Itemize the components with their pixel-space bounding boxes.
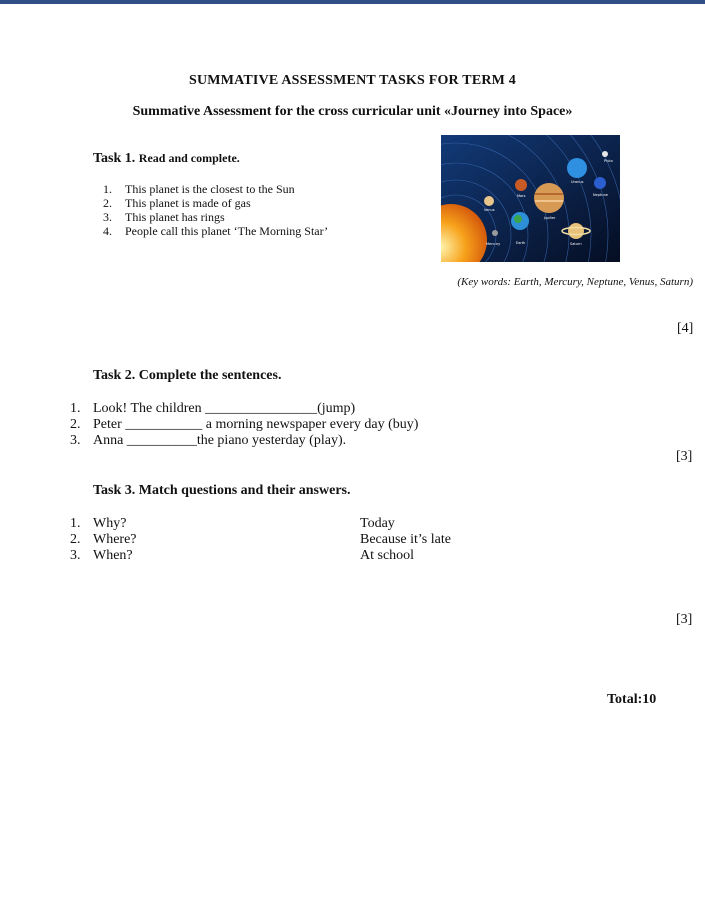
task2-mark: [3]: [676, 449, 693, 464]
venus-label: Venus: [484, 208, 495, 212]
task1-keywords: (Key words: Earth, Mercury, Neptune, Venus, Saturn): [457, 276, 693, 288]
saturn-planet: [568, 223, 584, 239]
task1-heading: [93, 151, 240, 167]
answer-text: At school: [360, 548, 415, 563]
venus-planet: [484, 196, 494, 206]
mercury-planet: [492, 230, 498, 236]
uranus-label: Uranus: [571, 180, 584, 184]
jupiter-planet: [534, 183, 564, 213]
list-item: 1. Look! The children ________________(jump): [70, 401, 356, 416]
mercury-label: Mercury: [486, 242, 501, 246]
list-item: 2. This planet is made of gas: [103, 196, 251, 210]
answer-text: Today: [360, 516, 395, 531]
list-item: 1. This planet is the closest to the Sun: [103, 182, 295, 196]
question-text: Why?: [93, 516, 127, 531]
mars-planet: [515, 179, 527, 191]
jupiter-label: Jupiter: [544, 216, 556, 220]
task2-list: [70, 401, 418, 449]
document-title: SUMMATIVE ASSESSMENT TASKS FOR TERM 4: [188, 73, 516, 88]
task1-instruction: Read and complete.: [138, 151, 240, 165]
task3-heading: Task 3. Match questions and their answers.: [93, 483, 351, 498]
mars-label: Mars: [517, 194, 526, 198]
task1-list: [103, 182, 328, 238]
pluto-label: Pluto: [604, 159, 613, 163]
earth-label: Earth: [516, 241, 526, 245]
question-text: When?: [93, 548, 133, 563]
list-item: 2. Peter ___________ a morning newspaper every day (buy): [70, 417, 419, 432]
neptune-planet: [594, 177, 606, 189]
list-item: 3. Anna __________the piano yesterday (play).: [70, 433, 347, 448]
solar-system-image: [441, 135, 620, 262]
document-subtitle: Summative Assessment for the cross curricular unit «Journey into Space»: [132, 104, 573, 119]
pluto-planet: [602, 151, 608, 157]
task3-list: [70, 516, 451, 564]
saturn-label: Saturn: [570, 242, 582, 246]
task1-label: Task 1.: [93, 151, 136, 166]
list-item: 1. Why? Today: [70, 516, 395, 531]
task1-mark: [4]: [677, 321, 694, 336]
list-item: 3. This planet has rings: [103, 210, 225, 224]
total-score: Total:10: [607, 692, 657, 707]
uranus-planet: [567, 158, 587, 178]
task3-mark: [3]: [676, 612, 693, 627]
list-item: 2. Where? Because it’s late: [70, 532, 451, 547]
list-item: 4. People call this planet ‘The Morning Star’: [103, 224, 329, 238]
list-item: 3. When? At school: [70, 548, 415, 563]
question-text: Where?: [93, 532, 137, 547]
task2-heading: Task 2. Complete the sentences.: [93, 368, 282, 383]
neptune-label: Neptune: [593, 193, 608, 197]
top-border-bar: [0, 0, 705, 4]
answer-text: Because it’s late: [360, 532, 451, 547]
